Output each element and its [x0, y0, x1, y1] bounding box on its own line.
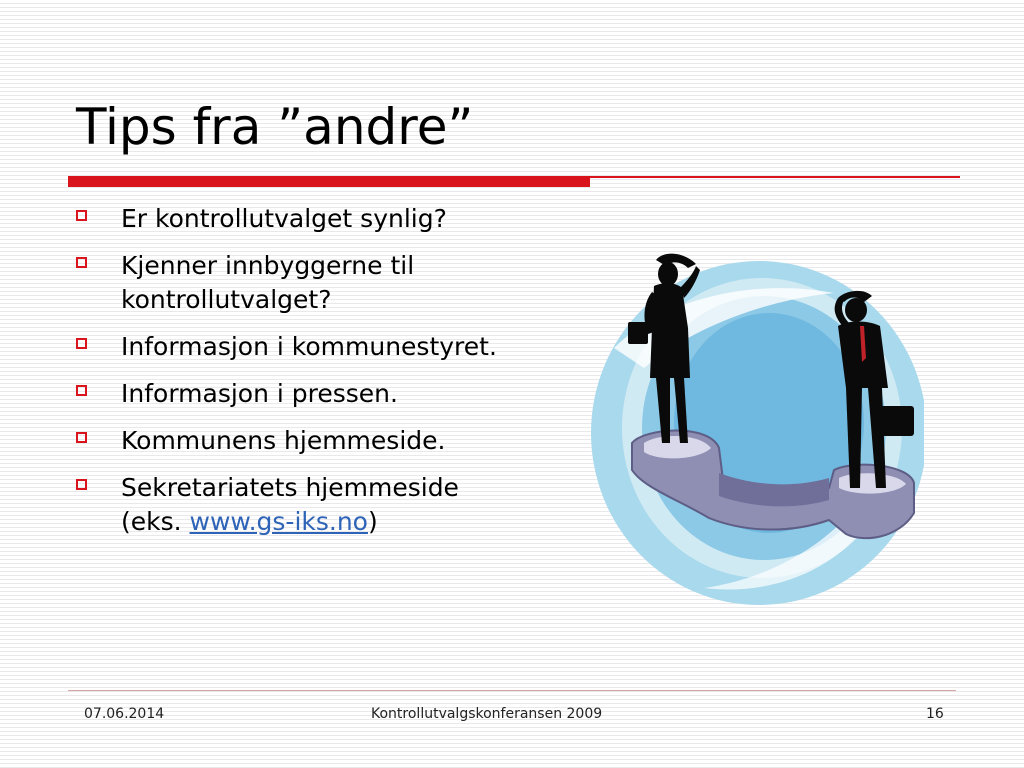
bullet-item — [76, 471, 526, 539]
bullet-text: Kjenner innbyggerne til kontrollutvalget? — [121, 251, 415, 314]
checkbox-bullet-icon — [76, 479, 87, 490]
bullet-item — [76, 377, 526, 411]
page-number: 16 — [926, 706, 944, 722]
bullet-text-suffix: ) — [367, 507, 378, 536]
bullet-text: Informasjon i kommunestyret. — [121, 332, 497, 361]
title-underline-line — [590, 176, 960, 178]
slide-title: Tips fra ”andre” — [76, 98, 474, 156]
bullet-text: Kommunens hjemmeside. — [121, 426, 446, 455]
bullet-text: Er kontrollutvalget synlig? — [121, 204, 447, 233]
checkbox-bullet-icon — [76, 338, 87, 349]
website-link[interactable]: www.gs-iks.no — [189, 507, 368, 536]
telephone-people-clipart — [584, 238, 924, 614]
checkbox-bullet-icon — [76, 210, 87, 221]
title-underline-bar — [68, 176, 590, 187]
bullet-item — [76, 330, 526, 364]
bullet-item — [76, 249, 526, 317]
bullet-list — [76, 202, 526, 552]
bullet-text — [121, 471, 526, 539]
footer-title: Kontrollutvalgskonferansen 2009 — [371, 706, 603, 722]
bullet-text: Informasjon i pressen. — [121, 379, 398, 408]
bullet-item — [76, 424, 526, 458]
footer-date: 07.06.2014 — [84, 706, 165, 722]
bullet-text-prefix: Sekretariatets hjemmeside (eks. — [121, 473, 459, 536]
checkbox-bullet-icon — [76, 385, 87, 396]
checkbox-bullet-icon — [76, 432, 87, 443]
checkbox-bullet-icon — [76, 257, 87, 268]
bullet-item — [76, 202, 526, 236]
footer-divider — [68, 690, 956, 691]
